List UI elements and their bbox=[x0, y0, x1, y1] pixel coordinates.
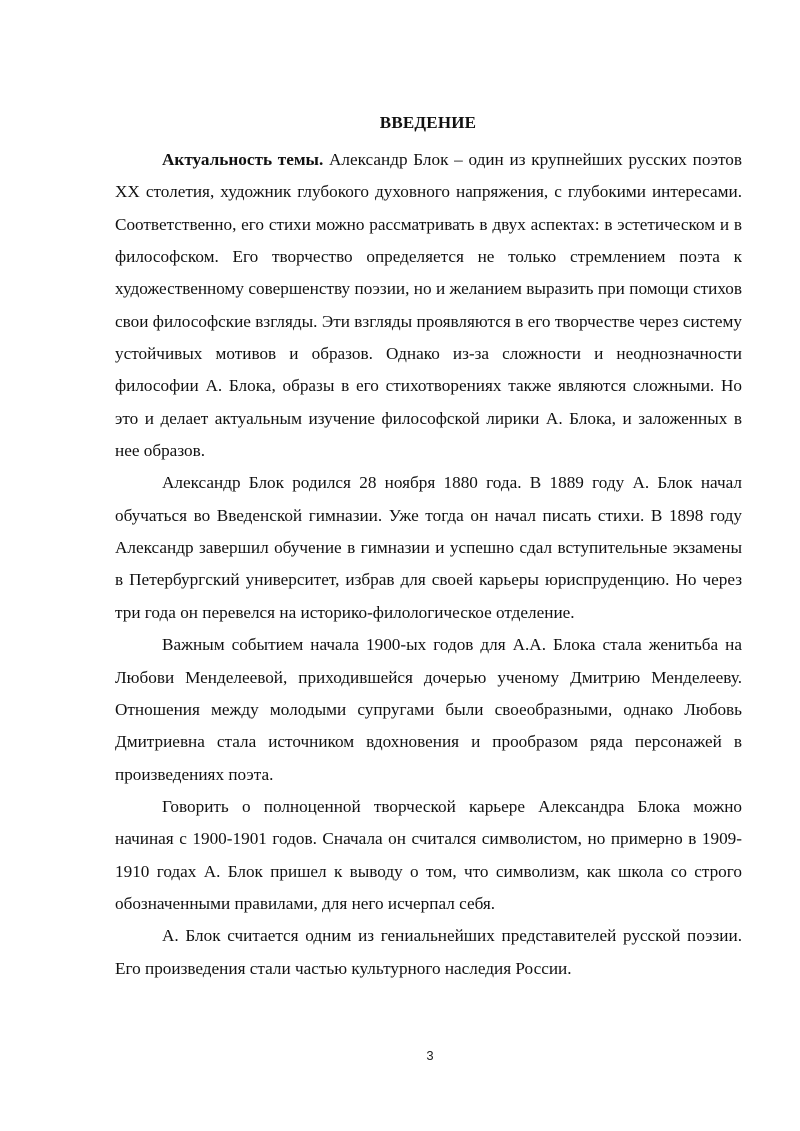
paragraph-lead: Актуальность темы. bbox=[162, 150, 324, 169]
paragraph-biography: Александр Блок родился 28 ноября 1880 года. В 1889 году А. Блок начал обучаться во Введенской гимназии. Уже тогда он начал писать стихи. В 1898 году Александр завершил обучение в гимназии и успешно сдал вступительные экзамены в Петербургский университет, избрав для своей карьеры юриспруденцию. Но через три года он перевелся на историко-филологическое отделение. bbox=[115, 473, 742, 622]
paragraph-legacy: А. Блок считается одним из гениальнейших представителей русской поэзии. Его произведения стали частью культурного наследия России. bbox=[115, 926, 742, 978]
paragraph-relevance bbox=[115, 144, 742, 467]
section-heading: ВВЕДЕНИЕ bbox=[379, 113, 477, 132]
paragraph-marriage: Важным событием начала 1900-ых годов для А.А. Блока стала женитьба на Любови Менделеевой, приходившейся дочерью ученому Дмитрию Менделееву. Отношения между молодыми супругами были своеобразными, однако Любовь Дмитриевна стала источником вдохновения и прообразом ряда персонажей в произведениях поэта. bbox=[115, 635, 742, 784]
body-text bbox=[115, 144, 742, 985]
page-number: 3 bbox=[426, 1048, 434, 1063]
paragraph-career: Говорить о полноценной творческой карьере Александра Блока можно начиная с 1900-1901 годов. Сначала он считался символистом, но примерно в 1909-1910 годах А. Блок пришел к выводу о том, что символизм, как школа со строго обозначенными правилами, для него исчерпал себя. bbox=[115, 796, 742, 913]
paragraph-text: Александр Блок – один из крупнейших русских поэтов XX столетия, художник глубокого духовного напряжения, с глубокими интересами. Соответственно, его стихи можно рассматривать в двух аспектах: в эстетическом и в философском. Его творчество определяется не только стремлением поэта к художественному совершенству поэзии, но и желанием выразить при помощи стихов свои философские взгляды. Эти взгляды проявляются в его творчестве через систему устойчивых мотивов и образов. Однако из-за сложности и неоднозначности философии А. Блока, образы в его стихотворениях также являются сложными. Но это и делает актуальным изучение философской лирики А. Блока, и заложенных в нее образов. bbox=[115, 150, 742, 461]
